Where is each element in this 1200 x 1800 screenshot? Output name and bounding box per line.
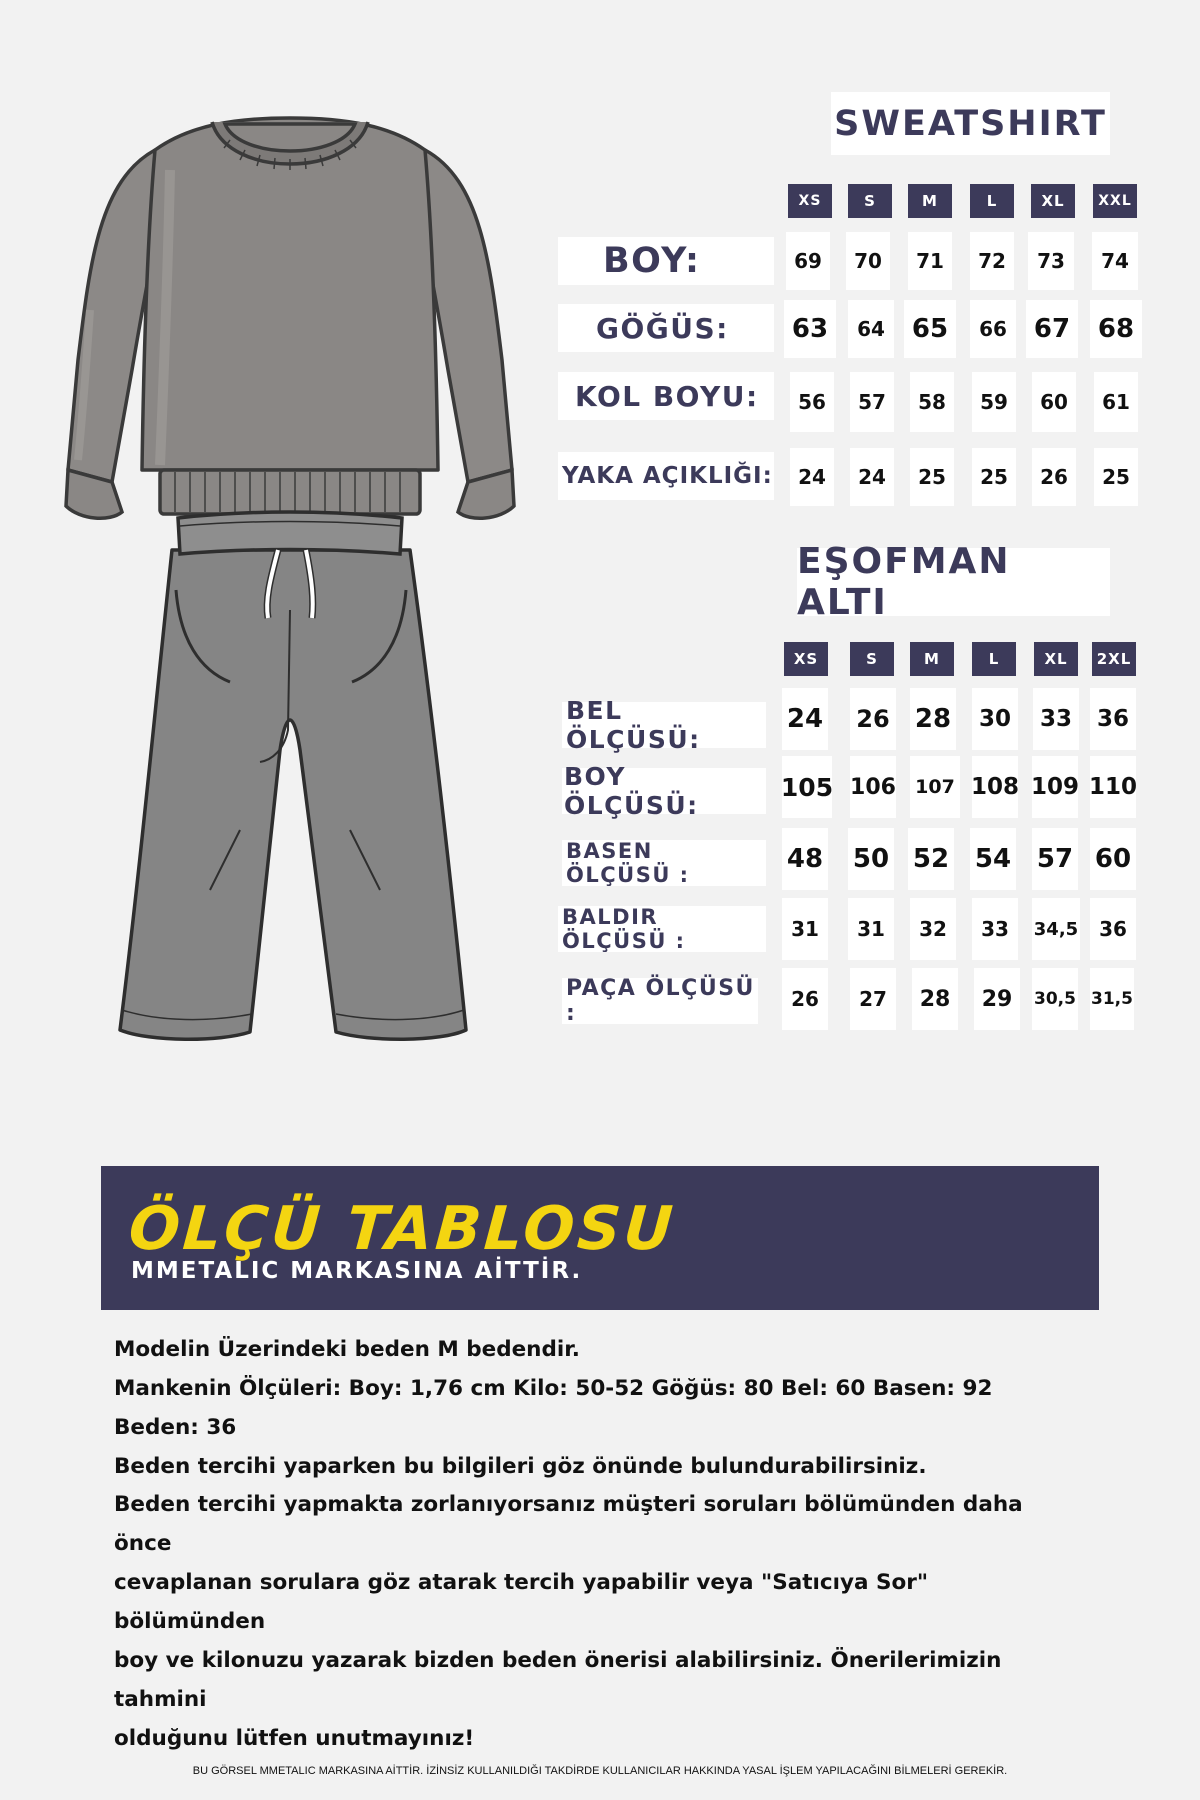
row-label-gogus: GÖĞÜS: [558, 304, 774, 352]
table-cell: 63 [784, 300, 836, 358]
table-cell: 28 [910, 688, 956, 750]
table-cell: 61 [1094, 372, 1138, 432]
table-cell: 30 [972, 688, 1018, 750]
table-cell: 27 [850, 968, 896, 1030]
paragraph-line: cevaplanan sorulara göz atarak tercih yapabilir veya "Satıcıya Sor" bölümünden [114, 1570, 929, 1634]
table-cell: 33 [972, 898, 1018, 960]
sweatshirt-title: SWEATSHIRT [831, 92, 1110, 155]
size-header: S [850, 642, 894, 676]
table-cell: 108 [972, 756, 1018, 818]
table-cell: 24 [782, 688, 828, 750]
table-cell: 105 [782, 756, 832, 818]
table-cell: 60 [1032, 372, 1076, 432]
table-cell: 50 [848, 828, 894, 890]
model-info [114, 1330, 1074, 1486]
row-label-paca-olcusu: PAÇA ÖLÇÜSÜ : [562, 978, 758, 1024]
table-cell: 36 [1090, 688, 1136, 750]
size-header: 2XL [1092, 642, 1136, 676]
size-header: XL [1031, 184, 1075, 218]
paragraph-line: olduğunu lütfen unutmayınız! [114, 1726, 475, 1751]
table-cell: 36 [1090, 898, 1136, 960]
table-cell: 57 [850, 372, 894, 432]
table-cell: 33 [1033, 688, 1079, 750]
table-cell: 58 [910, 372, 954, 432]
row-label-kol-boyu: KOL BOYU: [558, 372, 774, 420]
size-header: XL [1034, 642, 1078, 676]
table-cell: 67 [1026, 300, 1078, 358]
size-header: XS [788, 184, 832, 218]
sweatpants-illustration [120, 512, 466, 1039]
table-cell: 60 [1090, 828, 1136, 890]
pants-title: EŞOFMAN ALTI [797, 548, 1110, 616]
size-header: L [970, 184, 1014, 218]
table-cell: 107 [910, 756, 960, 818]
size-header: XXL [1093, 184, 1137, 218]
paragraph-line: boy ve kilonuzu yazarak bizden beden önerisi alabilirsiniz. Önerilerimizin tahmini [114, 1648, 1002, 1712]
table-cell: 56 [790, 372, 834, 432]
copyright-footer: BU GÖRSEL MMETALIC MARKASINA AİTTİR. İZİNSİZ KULLANILDIĞI TAKDİRDE KULLANICILAR HAKKINDA YASAL İŞLEM YAPILACAĞINI BİLMELERİ GEREKİR. [192, 1765, 1008, 1777]
table-cell: 65 [904, 300, 956, 358]
row-label-bel-olcusu: BEL ÖLÇÜSÜ: [562, 702, 766, 748]
banner-subtitle: MMETALIC MARKASINA AİTTİR. [131, 1258, 583, 1284]
size-header: L [972, 642, 1016, 676]
table-cell: 68 [1090, 300, 1142, 358]
table-cell: 54 [970, 828, 1016, 890]
info-line: Beden tercihi yaparken bu bilgileri göz önünde bulundurabilirsiniz. [114, 1454, 927, 1479]
size-header: XS [784, 642, 828, 676]
table-cell: 72 [970, 232, 1014, 290]
table-cell: 106 [850, 756, 896, 818]
table-cell: 110 [1090, 756, 1136, 818]
table-cell: 24 [850, 448, 894, 506]
table-cell: 24 [790, 448, 834, 506]
table-cell: 57 [1032, 828, 1078, 890]
table-cell: 31 [782, 898, 828, 960]
table-cell: 25 [972, 448, 1016, 506]
banner-title: ÖLÇÜ TABLOSU [126, 1194, 678, 1264]
table-cell: 31 [848, 898, 894, 960]
table-cell: 32 [910, 898, 956, 960]
paragraph-line: Beden tercihi yapmakta zorlanıyorsanız müşteri soruları bölümünden daha önce [114, 1492, 1023, 1556]
size-header: M [908, 184, 952, 218]
table-cell: 30,5 [1032, 968, 1078, 1030]
row-label-boy: BOY: [558, 237, 774, 285]
table-cell: 64 [848, 300, 894, 358]
table-cell: 25 [1094, 448, 1138, 506]
table-cell: 34,5 [1032, 898, 1080, 960]
table-cell: 25 [910, 448, 954, 506]
size-advice-paragraph [114, 1485, 1074, 1758]
table-cell: 29 [974, 968, 1020, 1030]
table-cell: 59 [972, 372, 1016, 432]
garment-illustration [60, 110, 520, 1070]
size-header: S [848, 184, 892, 218]
row-label-baldir-olcusu: BALDIR ÖLÇÜSÜ : [558, 906, 766, 952]
size-header: M [910, 642, 954, 676]
table-cell: 74 [1092, 232, 1138, 290]
table-cell: 26 [1032, 448, 1076, 506]
table-cell: 26 [850, 688, 896, 750]
table-cell: 48 [782, 828, 828, 890]
info-line: Modelin Üzerindeki beden M bedendir. [114, 1337, 580, 1362]
table-cell: 26 [782, 968, 828, 1030]
table-cell: 73 [1028, 232, 1074, 290]
table-cell: 69 [786, 232, 830, 290]
table-cell: 70 [846, 232, 890, 290]
table-cell: 71 [908, 232, 952, 290]
table-cell: 66 [970, 300, 1016, 358]
row-label-boy-olcusu: BOY ÖLÇÜSÜ: [562, 768, 766, 814]
info-line: Mankenin Ölçüleri: Boy: 1,76 cm Kilo: 50-52 Göğüs: 80 Bel: 60 Basen: 92 Beden: 36 [114, 1376, 993, 1440]
sweatshirt-illustration [66, 118, 514, 518]
size-chart-banner [101, 1166, 1099, 1310]
table-cell: 28 [912, 968, 958, 1030]
table-cell: 52 [908, 828, 954, 890]
row-label-yaka-acikligi: YAKA AÇIKLIĞI: [558, 452, 774, 500]
table-cell: 109 [1032, 756, 1078, 818]
table-cell: 31,5 [1090, 968, 1134, 1030]
row-label-basen-olcusu: BASEN ÖLÇÜSÜ : [562, 840, 766, 886]
